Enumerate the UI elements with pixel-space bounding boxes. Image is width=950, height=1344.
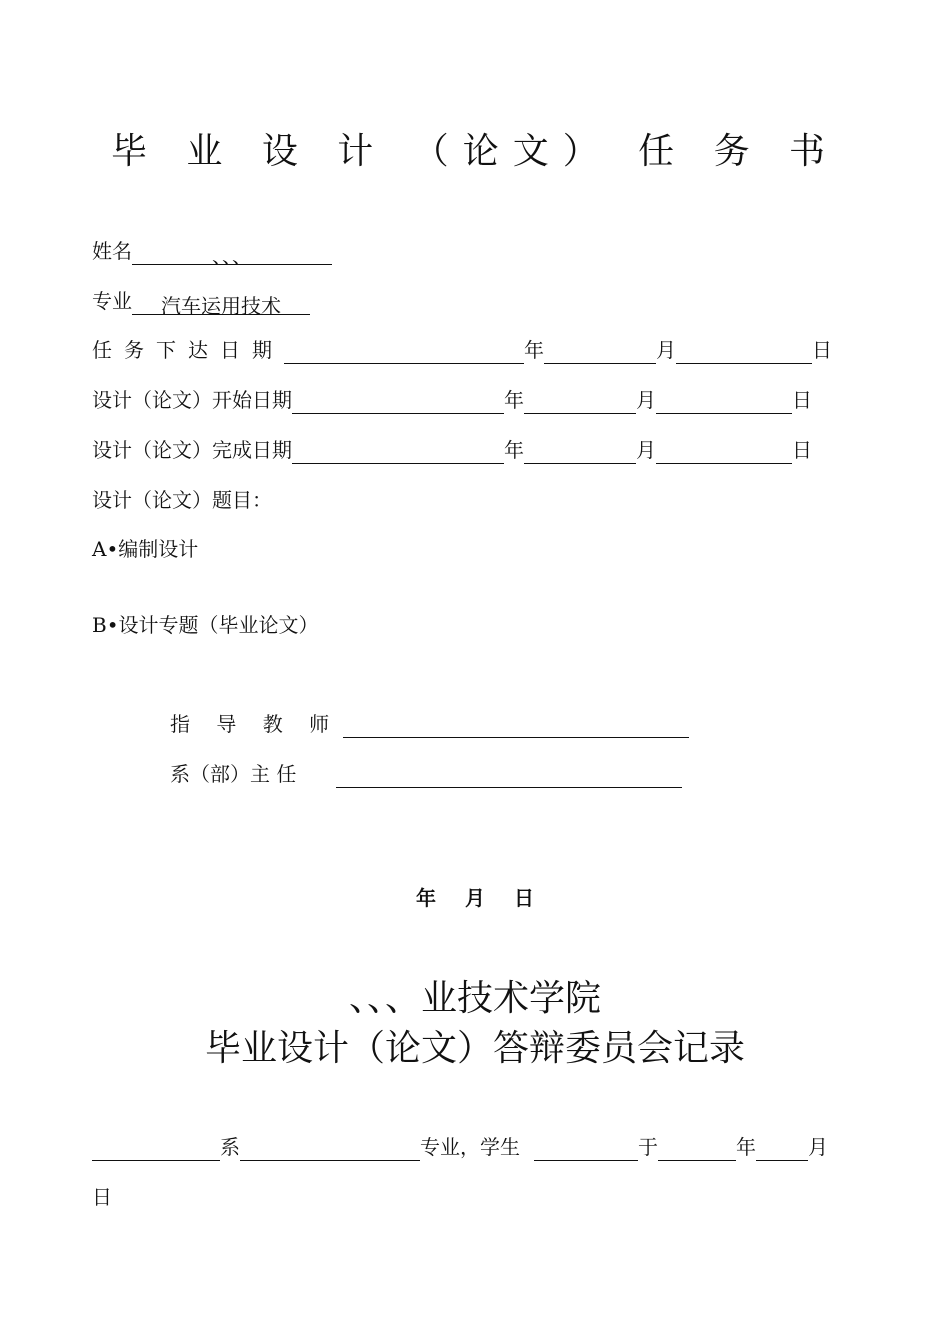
issue-date-row xyxy=(92,336,832,364)
month-label: 月 xyxy=(636,388,656,412)
year-label: 年 xyxy=(504,388,524,412)
finish-date-month-field[interactable] xyxy=(524,441,636,464)
major-student-label: 专业，学生 xyxy=(420,1135,520,1159)
defense-record-title: 毕业设计（论文）答辩委员会记录 xyxy=(204,1028,745,1069)
advisor-signature-field[interactable] xyxy=(343,715,689,738)
college-name: 、、、业技术学院 xyxy=(348,978,601,1019)
issue-date-day-field[interactable] xyxy=(676,341,812,364)
student-field[interactable] xyxy=(534,1138,638,1161)
major-row xyxy=(92,287,310,318)
advisor-row xyxy=(170,710,689,738)
major-field-2[interactable] xyxy=(240,1138,420,1161)
defense-month-field[interactable] xyxy=(756,1138,808,1161)
major-field[interactable]: 汽车运用技术 xyxy=(132,292,310,315)
topic-item-a: A•编制设计 xyxy=(92,537,199,561)
start-date-month-field[interactable] xyxy=(524,391,636,414)
start-date-day-field[interactable] xyxy=(656,391,792,414)
topic-item-b: B•设计专题（毕业论文） xyxy=(92,613,319,637)
year-label: 年 xyxy=(736,1135,756,1159)
defense-info-row xyxy=(92,1133,828,1161)
issue-date-year-field[interactable] xyxy=(284,341,524,364)
finish-date-day-field[interactable] xyxy=(656,441,792,464)
day-label: 日 xyxy=(92,1185,112,1209)
year-label: 年 xyxy=(524,338,544,362)
sign-date: 年 月 日 xyxy=(416,886,534,910)
day-label: 日 xyxy=(812,338,832,362)
day-label: 日 xyxy=(792,388,812,412)
dept-head-signature-field[interactable] xyxy=(336,765,682,788)
start-date-year-field[interactable] xyxy=(292,391,504,414)
finish-date-row xyxy=(92,436,812,464)
day-label: 日 xyxy=(792,438,812,462)
start-date-label: 设计（论文）开始日期 xyxy=(92,388,292,412)
month-label: 月 xyxy=(656,338,676,362)
start-date-row xyxy=(92,386,812,414)
dept-label: 系 xyxy=(220,1135,240,1159)
month-label: 月 xyxy=(808,1135,828,1159)
advisor-label: 指 导 教 师 xyxy=(170,712,340,736)
issue-date-month-field[interactable] xyxy=(544,341,656,364)
document-title: 毕 业 设 计 （论文） 任 务 书 xyxy=(110,131,840,172)
name-label: 姓名 xyxy=(92,239,132,263)
dept-head-label: 系（部）主 任 xyxy=(170,762,297,786)
defense-year-field[interactable] xyxy=(658,1138,736,1161)
name-row xyxy=(92,237,332,268)
month-label: 月 xyxy=(636,438,656,462)
year-label: 年 xyxy=(504,438,524,462)
topic-label: 设计（论文）题目： xyxy=(92,488,272,512)
major-label: 专业 xyxy=(92,289,132,313)
dept-head-row xyxy=(170,760,682,788)
dept-field[interactable] xyxy=(92,1138,220,1161)
finish-date-label: 设计（论文）完成日期 xyxy=(92,438,292,462)
name-field[interactable]: 、、、 xyxy=(132,242,332,265)
at-label: 于 xyxy=(638,1135,658,1159)
finish-date-year-field[interactable] xyxy=(292,441,504,464)
issue-date-label: 任务下达日期 xyxy=(92,338,284,362)
